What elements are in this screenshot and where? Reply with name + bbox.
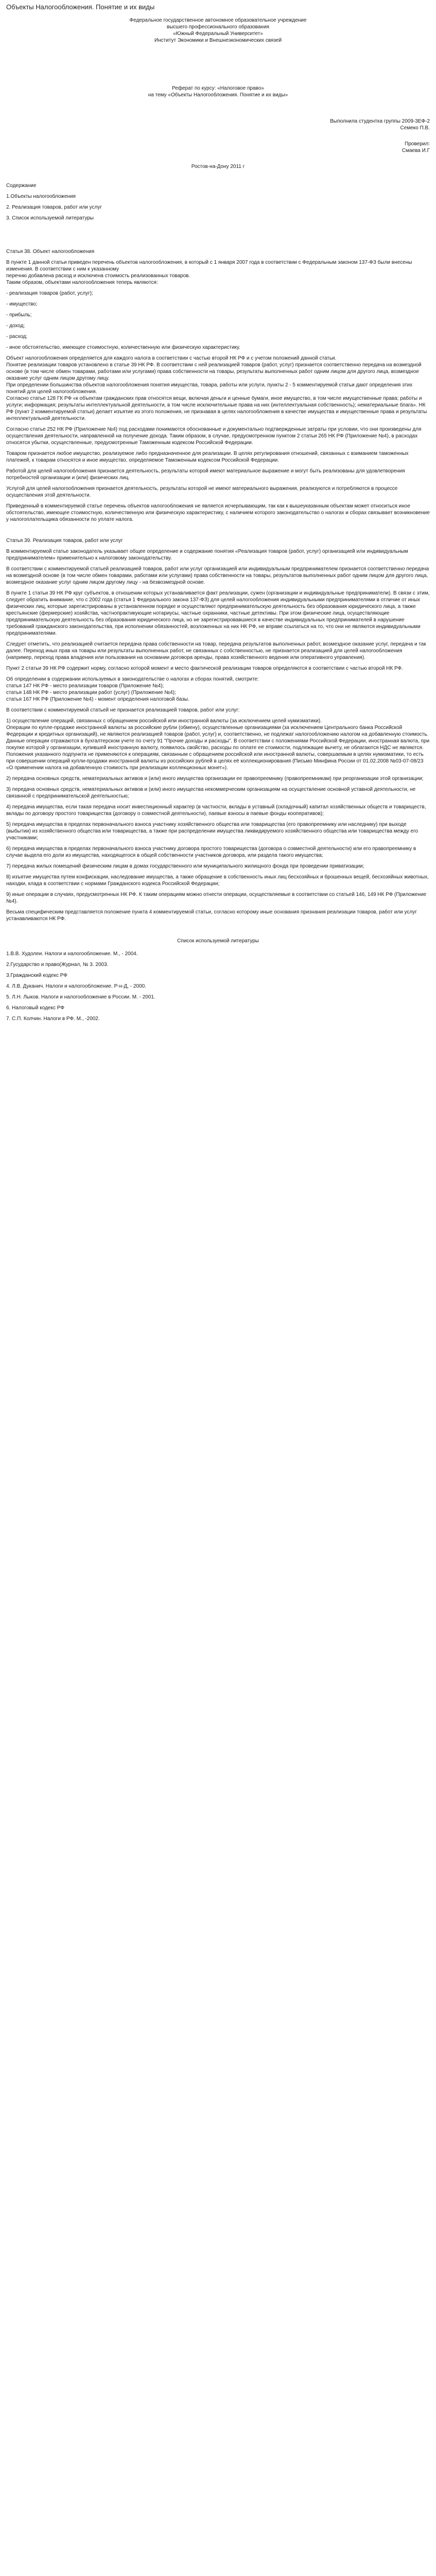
paragraph: Весьма специфическим представляется положение пункта 4 комментируемой статьи, согласно которому иные основания признания реализации товаров, работ или услуг устанавливаются НК РФ.	[6, 909, 417, 922]
header-line: высшего профессионального образования	[167, 24, 269, 30]
section-article-39	[6, 537, 430, 922]
paragraph: 9) иные операции в случаях, предусмотренных НК РФ. К таким операциям можно отнести операции, осуществляемые в соответствии со статьей 146, 149 НК РФ (Приложение №4).	[6, 892, 427, 904]
paragraph: Приведенный в комментируемой статье перечень объектов налогообложения не является исчерпывающим, так как к вышеуказанным объектам может относиться иное обстоятельство, имеющее стоимостную, количественную или физическую характеристику, с наличием которого законодательство о налогах и сборах связывает возникновение у налогоплательщика обязанности по уплате налога.	[6, 503, 430, 522]
report-line: Реферат по курсу: «Налоговое право»	[172, 86, 264, 91]
contents-item: 3. Список используемой литературы	[6, 215, 94, 221]
paragraph: статья 147 НК РФ - место реализации товаров (Приложение №4);	[6, 683, 164, 689]
paragraph: В пункте 1 статьи 39 НК РФ круг субъектов, в отношении которых устанавливается факт реализации, сужен (организации и индивидуальные предприниматели). В связи с этим, следует обратить внимание, что с 2002 года (статья 1 Федерального закона 137-ФЗ) для целей налогообложения индивидуальными предпринимателями в отличие от иных физических лиц, которые зарегистрированы в установленном порядке и осуществляют предпринимательскую деятельность без образования юридического лица, а также крестьянские (фермерские) хозяйства, частнопрактикующие нотариусы, частные охранники, частные детективы. При этом физические лица, осуществляющие предпринимательскую деятельность без образования юридического лица, но не зарегистрировавшиеся в качестве индивидуальных предпринимателей в нарушение требований гражданского законодательства, при исполнении обязанностей, возложенных на них НК РФ, не вправе ссылаться на то, что они не являются индивидуальными предпринимателями.	[6, 590, 430, 636]
paragraph: Согласно статье 252 НК РФ (Приложение №4) под расходами понимаются обоснованные и документально подтвержденные затраты при условии, что они произведены для осуществления деятельности, направленной на получение дохода. Таким образом, в случае, предусмотренном пунктом 2 статьи 265 НК РФ (Приложение №4), в расходах относятся убытки, осуществленные, предусмотренные Таможенным кодексом Российской Федерации.	[6, 427, 422, 446]
contents-item: 1.Объекты налогообложения	[6, 194, 76, 199]
literature-item: 5. Л.Н. Лыков. Налоги и налогообложение в России. М. - 2001.	[6, 994, 155, 1000]
paragraph: Понятие реализации товаров установлено в статье 39 НК РФ. В соответствии с ней реализацией товаров (работ, услуг) признается соответственно передача на возмездной основе (в том числе обмен товарами, работами или услугами) права собственности на товары, результаты выполненных работ одним лицом для другого лица, возмездное оказание услуг одним лицом другому лицу.	[6, 362, 422, 381]
list-item: - имущество;	[6, 301, 38, 307]
section-title: Статья 39. Реализация товаров, работ или услуг	[6, 538, 123, 544]
performed-by-line: Выполнила студентка группы 2009-3ЕФ-2	[330, 118, 430, 124]
header-line: Институт Экономики и Внешнеэкономических связей	[154, 38, 282, 43]
paragraph: Операции по купле-продаже иностранной валюты за российские рубли (обмену), осуществленные организациями (за исключением Центрального банка Российской Федерации и кредитных организаций), не являются реализацией товаров (работ, услуг) и, соответственно, не подлежат налогообложению налогом на добавленную стоимость. Данные операции отражаются в бухгалтерском учете по счету 91 "Прочие доходы и расходы". В соответствии с положениями Российской Федерации, иностранная валюта, при покупке которой у организации, купившей иностранную валюту, появилось свойство, расходы по оплате ее стоимости, подлежащие вычету, не облагаются НДС не являются. Положения указанного подпункта не применяются к операциям, связанным с обращением российской или иностранной валюты, совершаемым в целях нумизматики, то есть при совершении операций купли-продажи иностранной валюты из российских рублей в целях её коллекционирования (Письмо Минфина России от 01.02.2008 №03-07-08/23 «О применении налога на добавленную стоимость при реализации коллекционных монет»).	[6, 725, 430, 771]
list-item: - расход;	[6, 334, 28, 340]
paragraph: Товаром признается любое имущество, реализуемое либо предназначенное для реализации. В целях регулирования отношений, связанных с взиманием таможенных платежей, к товарам относятся и иное имущество, определяемое Таможенным кодексом Российской Федерации.	[6, 451, 409, 463]
paragraph: В пункте 1 данной статьи приведен перечень объектов налогообложения, в который с 1 января 2007 года в соответствии с Федеральным законом 137-ФЗ были внесены изменения. В соответствии с ним к указанному	[6, 260, 412, 272]
report-title-block	[6, 85, 430, 98]
checked-by-block	[6, 141, 430, 154]
paragraph: статья 167 НК РФ (Приложение №4) - момент определения налоговой базы.	[6, 697, 189, 702]
header-line: «Южный Федеральный Университет»	[173, 31, 263, 37]
literature-item: 7. С.П. Колчин. Налоги в РФ. М., -2002.	[6, 1016, 100, 1022]
paragraph: В соответствии с комментируемой статьей реализацией товаров, работ или услуг организацией или индивидуальным предпринимателем признается соответственно передача на возмездной основе (в том числе обмен товарами, работами или услугами) права собственности на товары, результатов выполненных работ одним лицом для другого лица, возмездное оказание услуг одним лицом другому лицу - на безвозмездной основе.	[6, 566, 429, 585]
paragraph: 8) изъятие имущества путем конфискации, наследование имущества, а также обращение в собственность иных лиц бесхозяйных и брошенных вещей, бесхозяйных животных, находки, клада в соответствии с нормами Гражданского кодекса Российской Федерации;	[6, 874, 429, 887]
performed-by-block	[6, 118, 430, 131]
report-line: на тему «Объекты Налогообложения. Понятие и их виды»	[148, 92, 288, 98]
literature-item: 6. Налоговый кодекс РФ	[6, 1005, 64, 1011]
checked-by-line: Смаева И.Г	[402, 148, 430, 154]
objects-list	[6, 290, 430, 351]
paragraph: 7) передача жилых помещений физическим лицам в домах государственного или муниципального жилищного фонда при проведении приватизации;	[6, 863, 364, 869]
paragraph: Работой для целей налогообложения признается деятельность, результаты которой имеют материальное выражение и могут быть реализованы для удовлетворения потребностей организации и (или) физических лиц.	[6, 468, 405, 481]
literature-item: 2.Гусударство и право(Журнал, № 3. 2003.	[6, 962, 109, 968]
university-header	[6, 17, 430, 44]
header-line: Федеральное государственное автономное образовательное учреждение	[129, 18, 307, 23]
paragraph: 1) осуществление операций, связанных с обращением российской или иностранной валюты (за исключением целей нумизматики).	[6, 718, 322, 724]
paragraph: При определении большинства объектов налогообложения понятия имущества, товара, работы или услуги, пункты 2 - 5 комментируемой статьи дают определения этих понятий для целей налогообложения.	[6, 382, 413, 395]
checked-by-line: Проверил:	[405, 141, 430, 147]
literature-item: 4. Л.В. Дуканич. Налоги и налогообложение. Р-н-Д, - 2000.	[6, 984, 146, 989]
document-title: Объекты Налогообложения. Понятие и их виды	[6, 3, 155, 11]
paragraph: 2) передача основных средств, нематериальных активов и (или) иного имущества организации ее правопреемнику (правопреемникам) при реорганизации этой организации;	[6, 776, 424, 782]
paragraph: 4) передача имущества, если такая передача носит инвестиционный характер (в частности, вклады в уставный (складочный) капитал хозяйственных обществ и товариществ, вклады по договору простого товарищества (договору о совместной деятельности), паевые взносы в паевые фонды кооперативов);	[6, 804, 426, 817]
performed-by-line: Семеко П.В.	[400, 125, 430, 131]
contents-item: 2. Реализация товаров, работ или услуг	[6, 205, 102, 210]
contents-title: Содержание	[6, 183, 37, 189]
list-item: - доход;	[6, 323, 25, 329]
paragraph: Услугой для целей налогообложения признается деятельность, результаты которой не имеют материального выражения, реализуются и потребляются в процессе осуществления этой деятельности.	[6, 486, 398, 498]
paragraph: перечню добавлена расход и исключена стоимость реализованных товаров.	[6, 273, 190, 279]
list-item: - прибыль;	[6, 312, 32, 318]
city-year: Ростов-на-Дону 2011 г	[191, 164, 245, 170]
paragraph: статья 148 НК РФ - место реализации работ (услуг) (Приложение №4);	[6, 690, 176, 696]
literature-title: Список используемой литературы	[177, 938, 259, 944]
paragraph: 5) передача имущества в пределах первоначального взноса участнику хозяйственного общества или товарищества (его правопреемнику или наследнику) при выходе (выбытии) из хозяйственного общества или товарищества, а также при распределении имущества ликвидируемого хозяйственного общества или товарищества между его участниками;	[6, 822, 418, 841]
paragraph: Согласно статье 128 ГК РФ «к объектам гражданских прав относятся вещи, включая деньги и ценные бумаги, иное имущество, в том числе имущественные права; работы и услуги; информация; результаты интеллектуальной деятельности, в том числе исключительные права на них (интеллектуальная собственность); нематериальные блага». НК РФ (пункт 2 комментируемой статьи) делает изъятие из этого положения, не признавая в целях налогообложения в качестве имущества и имущественные права и результаты интеллектуальной деятельности.	[6, 396, 427, 421]
literature-item: 3.Гражданский кодекс РФ	[6, 973, 67, 978]
section-article-38	[6, 248, 430, 523]
paragraph: Пункт 2 статьи 39 НК РФ содержит норму, согласно которой момент и место фактической реализации товаров определяются в соответствии с частью второй НК РФ.	[6, 666, 403, 671]
section-title: Статья 38. Объект налогообложения	[6, 249, 95, 255]
paragraph: Следует отметить, что реализацией считается передача права собственности на товар, передача результатов выполненных работ, возмездное оказание услуг, передача и так далее. Переход иных прав на товары или результаты выполненных работ, не связанных с собственностью, не признается реализацией для целей налогообложения (например, переход права владения или пользования на основании договора аренды, права хозяйственного ведения или оперативного управления).	[6, 641, 426, 660]
paragraph: 3) передача основных средств, нематериальных активов и (или) иного имущества некоммерческим организациям на осуществление основной уставной деятельности, не связанной с предпринимательской деятельностью;	[6, 787, 416, 799]
paragraph: 6) передача имущества в пределах первоначального взноса участнику договора простого товарищества (договора о совместной деятельности) или его правопреемнику в случае выдела его доли из имущества, находящегося в общей собственности участников договора, или раздела такого имущества;	[6, 846, 416, 858]
literature-list	[6, 951, 430, 1022]
paragraph: Объект налогообложения определяется для каждого налога в соответствии с частью второй НК РФ и с учетом положений данной статьи.	[6, 355, 337, 361]
contents-block	[6, 182, 430, 222]
literature-item: 1.В.В. Худолеи. Налоги и налогообложение. М., - 2004.	[6, 951, 138, 957]
paragraph: Об определении в содержании используемых в законодательстве о налогах и сборах понятий, смотрите:	[6, 676, 259, 682]
list-item: - иное обстоятельство, имеющее стоимостную, количественную или физическую характеристику.	[6, 345, 240, 350]
paragraph: В комментируемой статье законодатель указывает общее определение и содержание понятия «Реализация товаров (работ, услуг) организацией или индивидуальным предпринимателем» применительно к налоговому законодательству.	[6, 549, 408, 561]
paragraph: В соответствии с комментируемой статьей не признается реализацией товаров, работ или услуг:	[6, 707, 240, 713]
paragraph: Таким образом, объектами налогообложения теперь являются:	[6, 280, 158, 285]
list-item: - реализация товаров (работ, услуг);	[6, 291, 93, 296]
